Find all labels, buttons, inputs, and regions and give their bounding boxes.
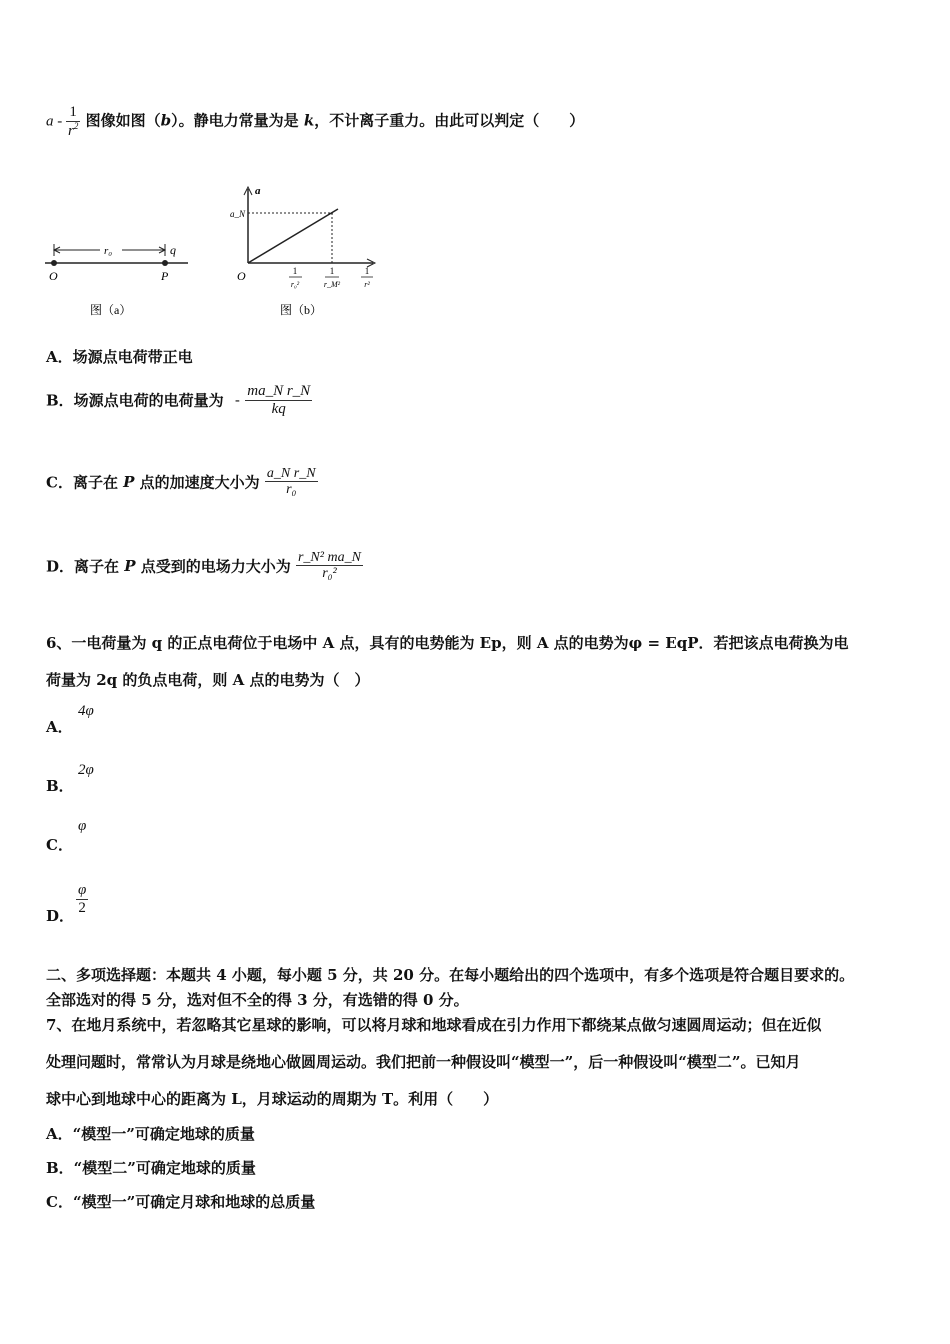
q5-option-c: C．离子在 P 点的加速度大小为 $\frac{\text{a\_N r\_N}}{\text{r₀}}$ [46, 466, 316, 498]
tick1-den: r₀² [290, 280, 300, 289]
q7-option-c: C．“模型一”可确定月球和地球的总质量 [46, 1193, 316, 1211]
q6-option-b: B． [46, 777, 74, 795]
q7-line-2: 处理问题时，常常认为月球是绕地心做圆周运动。我们把前一种假设叫“模型一”，后一种假设叫“模型二”。已知月 [46, 1053, 801, 1071]
figure-a [40, 230, 200, 325]
tick3-num: 1 [364, 266, 370, 276]
graph-line [248, 209, 338, 263]
q6-option-d: D． [46, 907, 75, 925]
q5-c-fraction: $\frac{\text{a\_N r\_N}}{\text{r₀}}$ [266, 466, 316, 498]
label-a: a [255, 185, 261, 197]
q6-option-c: C． [46, 836, 73, 854]
label-o-b: O [237, 269, 246, 283]
q5-b-fraction: $\frac{\text{ma\_N r\_N}}{kq}$ [247, 383, 311, 417]
q6-option-d-fraction: $\frac{\varphi}{2}$ [78, 882, 87, 916]
intro-fraction: $\frac{1}{r^2}$ [68, 104, 79, 139]
label-r0: r₀ [104, 245, 113, 257]
label-p: P [161, 269, 169, 283]
q6-option-a: A． [46, 718, 73, 736]
q7-option-b: B．“模型二”可确定地球的质量 [46, 1159, 256, 1177]
point-p [162, 260, 168, 266]
q5-option-a: A．场源点电荷带正电 [46, 348, 193, 366]
q7-line-1: 7、在地月系统中，若忽略其它星球的影响，可以将月球和地球看成在引力作用下都绕某点做匀速圆周运动；但在近似 [46, 1016, 822, 1034]
section2-line-2: 全部选对的得 5 分，选对但不全的得 3 分，有选错的得 0 分。 [46, 991, 469, 1009]
label-o: O [49, 269, 58, 283]
label-q: q [170, 243, 176, 257]
label-an: a_N [230, 209, 246, 219]
q7-option-a: A．“模型一”可确定地球的质量 [46, 1125, 255, 1143]
q6-option-a-value: 4φ [78, 703, 94, 719]
tick2-num: 1 [329, 266, 335, 276]
caption-b: 图（b） [280, 303, 323, 317]
point-o [51, 260, 57, 266]
q6-line-1: 6、一电荷量为 q 的正点电荷位于电场中 A 点，具有的电势能为 Ep，则 A 点的电势为φ = EqP．若把该点电荷换为电 [46, 634, 849, 652]
q7-line-3: 球中心到地球中心的距离为 L，月球运动的周期为 T。利用（ ） [46, 1090, 499, 1108]
tick1-num: 1 [292, 266, 298, 276]
q6-option-b-value: 2φ [78, 762, 94, 778]
section2-line-1: 二、多项选择题：本题共 4 小题，每小题 5 分，共 20 分。在每小题给出的四个选项中，有多个选项是符合题目要求的。 [46, 966, 855, 984]
q5-d-fraction: $\frac{\text{r\_N² ma\_N}}{\text{r₀²}}$ [297, 550, 361, 582]
q6-option-c-value: φ [78, 818, 87, 834]
figure-b [225, 183, 385, 325]
intro-prefix: a - [46, 113, 66, 130]
q5-option-b: B．场源点电荷的电荷量为 - $\frac{\text{ma\_N r\_N}}{kq}$ [46, 383, 311, 417]
q5-option-d: D．离子在 P 点受到的电场力大小为 $\frac{\text{r\_N² ma\_N}}{\text{r₀²}}$ [46, 550, 361, 582]
q6-line-2: 荷量为 2q 的负点电荷，则 A 点的电势为（ ） [46, 671, 370, 689]
intro-line: a - $\frac{1}{r^2}$ 图像如图（b）。静电力常量为是 k，不计离子重力。由此可以判定（ ） [46, 104, 585, 139]
tick2-den: r_M² [323, 280, 341, 289]
caption-a: 图（a） [90, 303, 132, 317]
tick3-den: r² [364, 280, 370, 289]
